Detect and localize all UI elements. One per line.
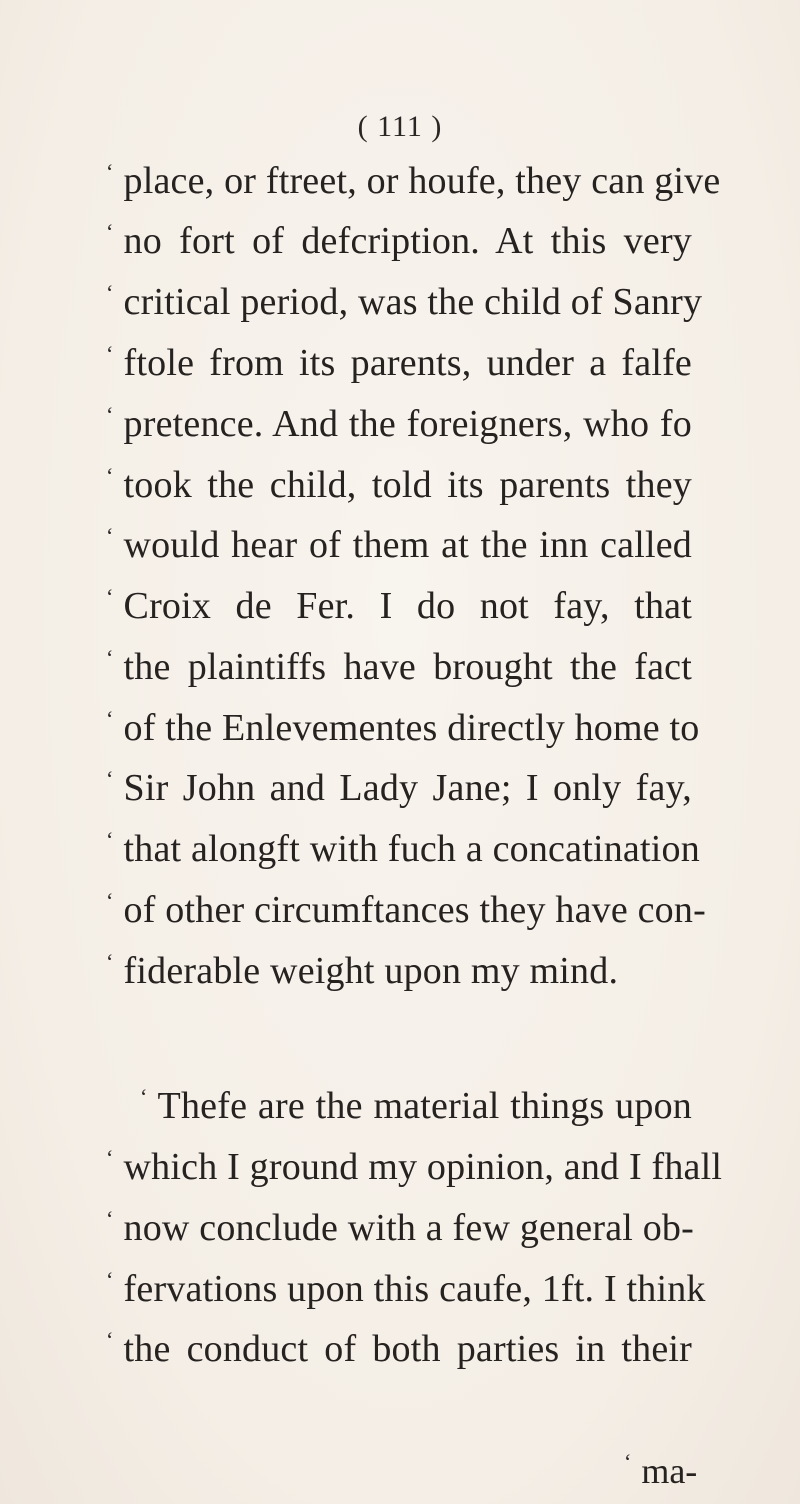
quote-mark: ‘ <box>106 766 114 791</box>
text-line: ‘ Sir John and Lady Jane; I only fay, <box>106 766 692 809</box>
text-line: ‘ of the Enlevementes directly home to <box>106 706 700 749</box>
quote-mark: ‘ <box>106 645 114 670</box>
text-line: ‘ took the child, told its parents they <box>106 463 692 506</box>
text-line: ‘ ftole from its parents, under a falfe <box>106 341 692 384</box>
text-line: ‘ Croix de Fer. I do not fay, that <box>106 584 692 627</box>
text-line: ‘ Thefe are the material things upon <box>140 1084 692 1127</box>
text-line: ‘ the plaintiffs have brought the fact <box>106 645 692 688</box>
text-line: ‘ the conduct of both parties in their <box>106 1327 692 1370</box>
quote-mark: ‘ <box>106 463 114 488</box>
quote-mark: ‘ <box>106 402 114 427</box>
text-line: ‘ which I ground my opinion, and I fhall <box>106 1145 723 1188</box>
quote-mark: ‘ <box>106 827 114 852</box>
quote-mark: ‘ <box>106 1267 114 1292</box>
quote-mark: ‘ <box>106 280 114 305</box>
text-line: ‘ fervations upon this caufe, 1ft. I think <box>106 1267 706 1310</box>
text-line: ‘ now conclude with a few general ob- <box>106 1206 694 1249</box>
text-line: ‘ fiderable weight upon my mind. <box>106 949 619 992</box>
text-line: ‘ would hear of them at the inn called <box>106 523 692 566</box>
text-line: ‘ critical period, was the child of Sanry <box>106 280 703 323</box>
catchword: ‘ ma- <box>624 1449 698 1491</box>
text-line: ‘ no fort of defcription. At this very <box>106 219 692 262</box>
quote-mark: ‘ <box>106 706 114 731</box>
quote-mark: ‘ <box>140 1084 148 1109</box>
quote-mark: ‘ <box>106 341 114 366</box>
quote-mark: ‘ <box>106 584 114 609</box>
page-header: ( 111 ) <box>357 110 443 143</box>
text-line: ‘ pretence. And the foreigners, who fo <box>106 402 692 445</box>
quote-mark: ‘ <box>106 523 114 548</box>
quote-mark: ‘ <box>106 219 114 244</box>
quote-mark: ‘ <box>106 159 114 184</box>
quote-mark: ‘ <box>106 949 114 974</box>
quote-mark: ‘ <box>106 1327 114 1352</box>
quote-mark: ‘ <box>106 1145 114 1170</box>
text-line: ‘ that alongft with fuch a concatination <box>106 827 700 870</box>
quote-mark: ‘ <box>106 888 114 913</box>
quote-mark: ‘ <box>106 1206 114 1231</box>
quote-mark: ‘ <box>624 1449 632 1474</box>
text-line: ‘ place, or ftreet, or houfe, they can give <box>106 159 721 202</box>
text-line: ‘ of other circumftances they have con- <box>106 888 706 931</box>
